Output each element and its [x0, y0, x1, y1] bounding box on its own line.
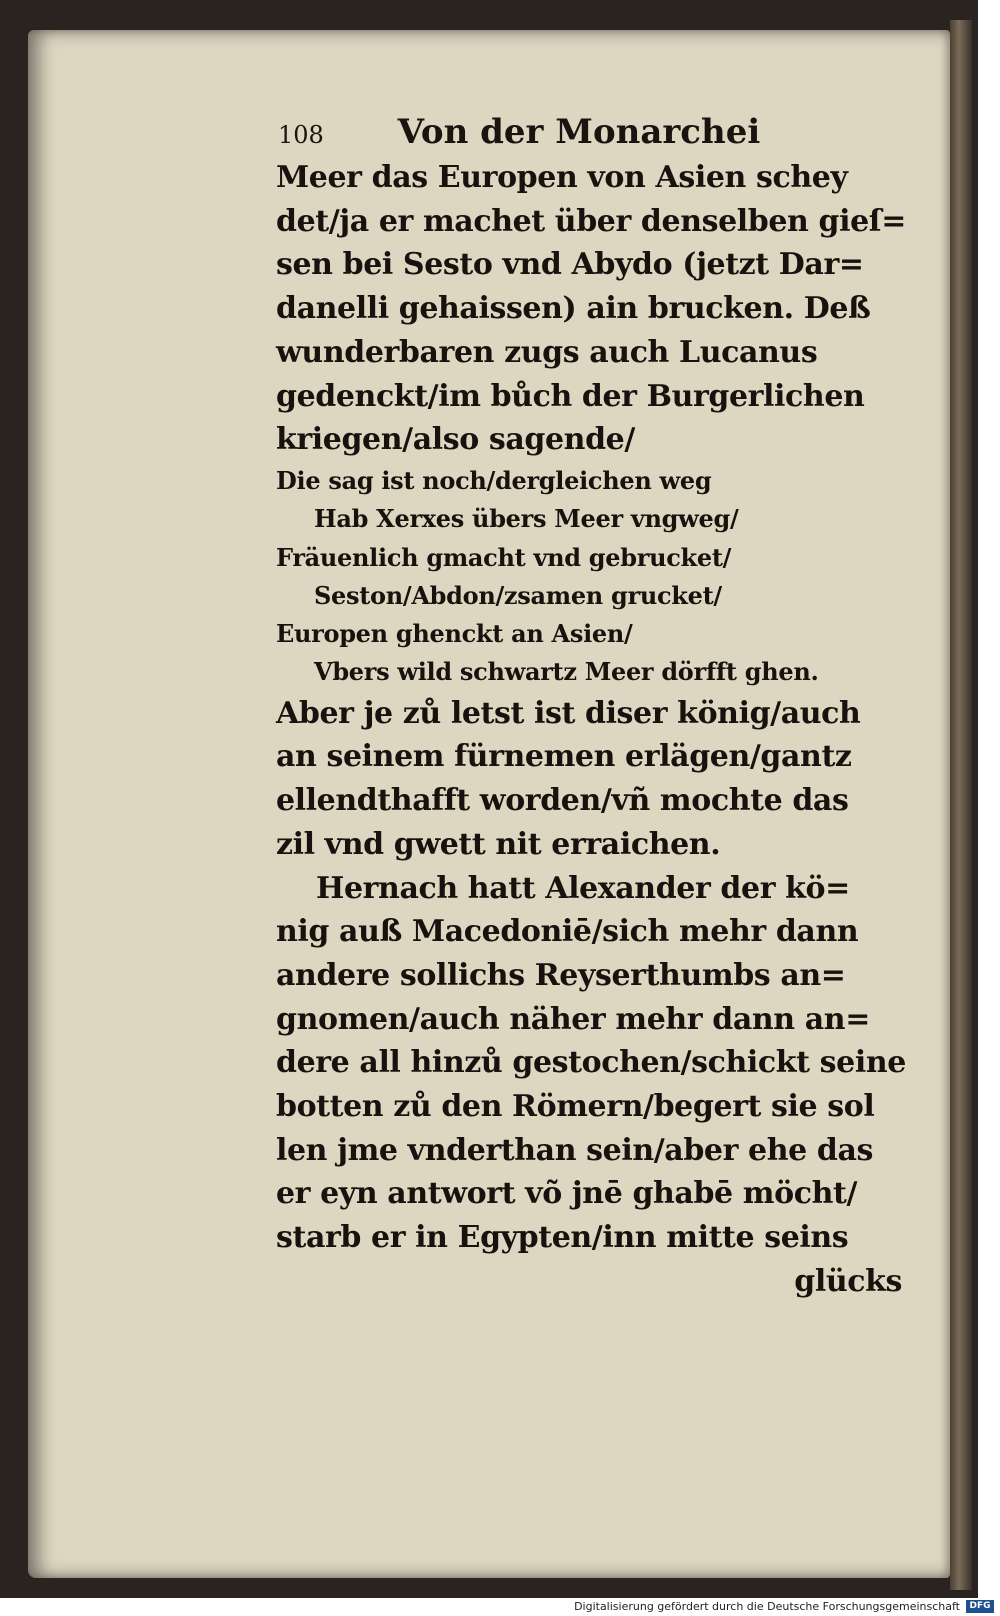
catchword: glücks — [794, 1263, 902, 1299]
verse-line: Europen ghenckt an Asien/ — [276, 619, 633, 649]
body-line: wunderbaren zugs auch Lucanus — [276, 334, 818, 370]
body-line: starb er in Egypten/inn mitte seins — [276, 1220, 849, 1256]
body-line: andere sollichs Reyserthumbs an= — [276, 957, 846, 993]
body-line: er eyn antwort võ jnē ghabē möcht/ — [276, 1176, 858, 1212]
verse-line: Fräuenlich gmacht vnd gebrucket/ — [276, 542, 732, 572]
body-line: kriegen/also sagende/ — [276, 422, 635, 458]
body-line: nig auß Macedoniē/sich mehr dann — [276, 914, 859, 950]
text-block — [276, 156, 906, 1304]
verse-line: Hab Xerxes übers Meer vngweg/ — [314, 504, 739, 534]
page-number: 108 — [278, 121, 324, 149]
verse-line: Seston/Abdon/zsamen grucket/ — [314, 580, 722, 610]
page-edge — [950, 20, 972, 1590]
body-line: botten zů den Römern/begert sie sol — [276, 1089, 875, 1125]
body-line: dere all hinzů gestochen/schickt seine — [276, 1045, 906, 1081]
body-line: Meer das Europen von Asien schey — [276, 160, 848, 195]
body-line: gnomen/auch näher mehr dann an= — [276, 1001, 870, 1037]
running-head-title: Von der Monarchei — [397, 112, 761, 152]
body-line: Aber je zů letst ist diser könig/auch — [276, 695, 861, 731]
body-line: sen bei Sesto vnd Abydo (jetzt Dar= — [276, 247, 864, 283]
body-line: det/ja er machet über denselben gieſ= — [276, 203, 906, 239]
body-line: gedenckt/im bůch der Burgerlichen — [276, 378, 865, 414]
body-line: an seinem fürnemen erlägen/gantz — [276, 739, 852, 775]
paragraph-first-line: Hernach hatt Alexander der kö= — [316, 870, 850, 906]
body-line: danelli gehaissen) ain brucken. Deß — [276, 291, 871, 327]
dfg-logo: DFG — [966, 1600, 994, 1613]
digitization-credit: Digitalisierung gefördert durch die Deutsche Forschungsgemeinschaft — [574, 1600, 960, 1613]
body-line: zil vnd gwett nit erraichen. — [276, 826, 721, 862]
verse-line: Die sag ist noch/dergleichen weg — [276, 465, 712, 495]
body-line: len jme vnderthan sein/aber ehe das — [276, 1132, 873, 1168]
body-line: ellendthafft worden/vñ mochte das — [276, 783, 849, 819]
verse-line: Vbers wild schwartz Meer dörfft ghen. — [314, 657, 819, 687]
running-header — [278, 112, 760, 152]
